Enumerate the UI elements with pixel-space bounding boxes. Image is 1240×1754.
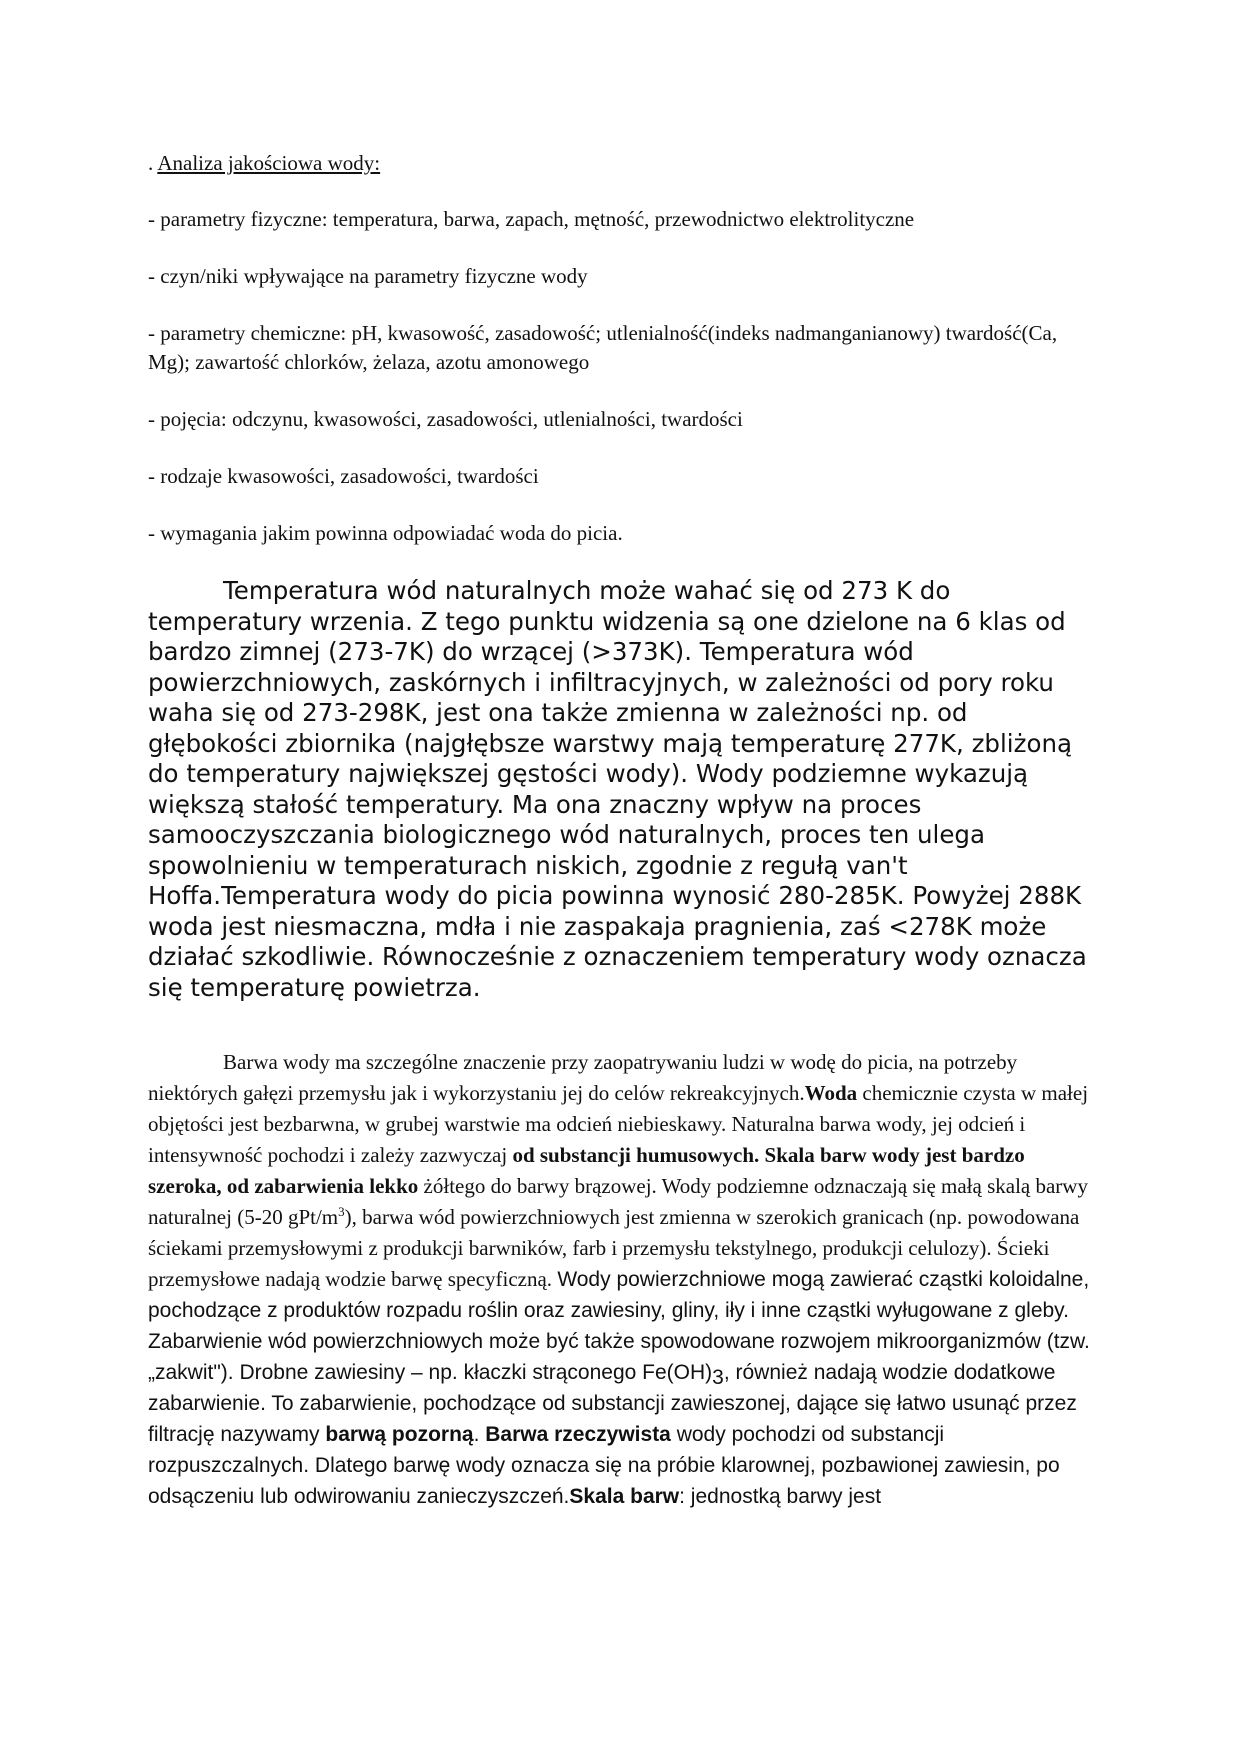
document-page: [148, 148, 1094, 1512]
heading-prefix: .: [148, 151, 158, 175]
color-text-11: : jednostką barwy jest: [679, 1485, 882, 1508]
list-item: - rodzaje kwasowości, zasadowości, twardości: [148, 464, 539, 488]
list-item: - parametry chemiczne: pH, kwasowość, zasadowość; utlenialność(indeks nadmanganianowy) twardość(Ca, Mg); zawartość chlorków, żelaza, azotu amonowego: [148, 321, 1058, 374]
heading-title: Analiza jakościowa wody:: [157, 151, 381, 175]
color-text-5: żółtego do barwy brązowej. Wody podziemne odznaczają się małą skalą barwy naturalnej (5-20 gPt/m: [148, 1174, 1088, 1229]
requirements-list: [148, 205, 1094, 548]
term-skala-barw: Skala barw: [569, 1485, 680, 1508]
color-text-4: od substancji humusowych. Skala barw wody jest bardzo szeroka, od zabarwienia lekko: [148, 1143, 1025, 1198]
color-text-3: chemicznie czysta w małej objętości jest bezbarwna, w grubej warstwie ma odcień niebieskawy. Naturalna barwa wody, jej odcień i intensywność pochodzi i zależy zazwyczaj: [148, 1081, 1089, 1167]
color-text-6: ), barwa wód powierzchniowych jest zmienna w szerokich granicach (np. powodowana ściekami przemysłowymi z produkcji barwników, farb i przemysłu tekstylnego, produkcji celulozy). Ścieki przemysłowe nadają wodzie barwę specyficzną.: [148, 1205, 1080, 1291]
list-item: - parametry fizyczne: temperatura, barwa, zapach, mętność, przewodnictwo elektrolityczne: [148, 207, 915, 231]
color-paragraph: [148, 1047, 1094, 1512]
color-text-2: Woda: [804, 1081, 858, 1105]
color-text-7: Wody powierzchniowe mogą zawierać cząstki koloidalne, pochodzące z produktów rozpadu roślin oraz zawiesiny, gliny, iły i inne cząstki wyługowane z gleby. Zabarwienie wód powierzchniowych może być także spowodowane rozwojem mikroorganizmów (tzw.„zakwit"). Drobne zawiesiny – np. kłaczki strąconego Fe(OH): [148, 1268, 1090, 1384]
subscript-3: 3: [712, 1366, 724, 1390]
term-barwa-pozorna: barwą pozorną: [325, 1423, 474, 1446]
temperature-paragraph: Temperatura wód naturalnych może wahać się od 273 K do temperatury wrzenia. Z tego punktu widzenia są one dzielone na 6 klas od bardzo zimnej (273-7K) do wrzącej (>373K). Temperatura wód powierzchniowych, zaskórnych i infiltracyjnych, w zależności od pory roku waha się od 273-298K, jest ona także zmienna w zależności np. od głębokości zbiornika (najgłębsze warstwy mają temperaturę 277K, zbliżoną do temperatury największej gęstości wody). Wody podziemne wykazują większą stałość temperatury. Ma ona znaczny wpływ na proces samooczyszczania biologicznego wód naturalnych, proces ten ulega spowolnieniu w temperaturach niskich, zgodnie z regułą van't Hoffa.Temperatura wody do picia powinna wynosić 280-285K. Powyżej 288K woda jest niesmaczna, mdła i nie zaspakaja pragnienia, zaś <278K może działać szkodliwie. Równocześnie z oznaczeniem temperatury wody oznacza się temperaturę powietrza.: [148, 576, 1087, 1002]
list-item: - czyn/niki wpływające na parametry fizyczne wody: [148, 264, 588, 288]
color-text-10: wody pochodzi od substancji rozpuszczalnych. Dlatego barwę wody oznacza się na próbie klarownej, pozbawionej zawiesin, po odsączeniu lub odwirowaniu zanieczyszczeń.: [148, 1423, 1060, 1508]
color-text-1: Barwa wody ma szczególne znaczenie przy zaopatrywaniu ludzi w wodę do picia, na potrzeby niektórych gałęzi przemysłu jak i wykorzystaniu jej do celów rekreakcyjnych.: [148, 1050, 1018, 1105]
list-item: - pojęcia: odczynu, kwasowości, zasadowości, utlenialności, twardości: [148, 407, 743, 431]
color-text-8: , również nadają wodzie dodatkowe zabarwienie. To zabarwienie, pochodzące od substancji zawieszonej, dające się łatwo usunąć przez filtrację nazywamy: [148, 1361, 1077, 1446]
color-text-9: .: [473, 1423, 486, 1446]
list-item: - wymagania jakim powinna odpowiadać woda do picia.: [148, 521, 623, 545]
term-barwa-rzeczywista: Barwa rzeczywista: [485, 1423, 671, 1446]
section-heading: [148, 148, 1094, 178]
superscript-3: 3: [338, 1204, 345, 1219]
